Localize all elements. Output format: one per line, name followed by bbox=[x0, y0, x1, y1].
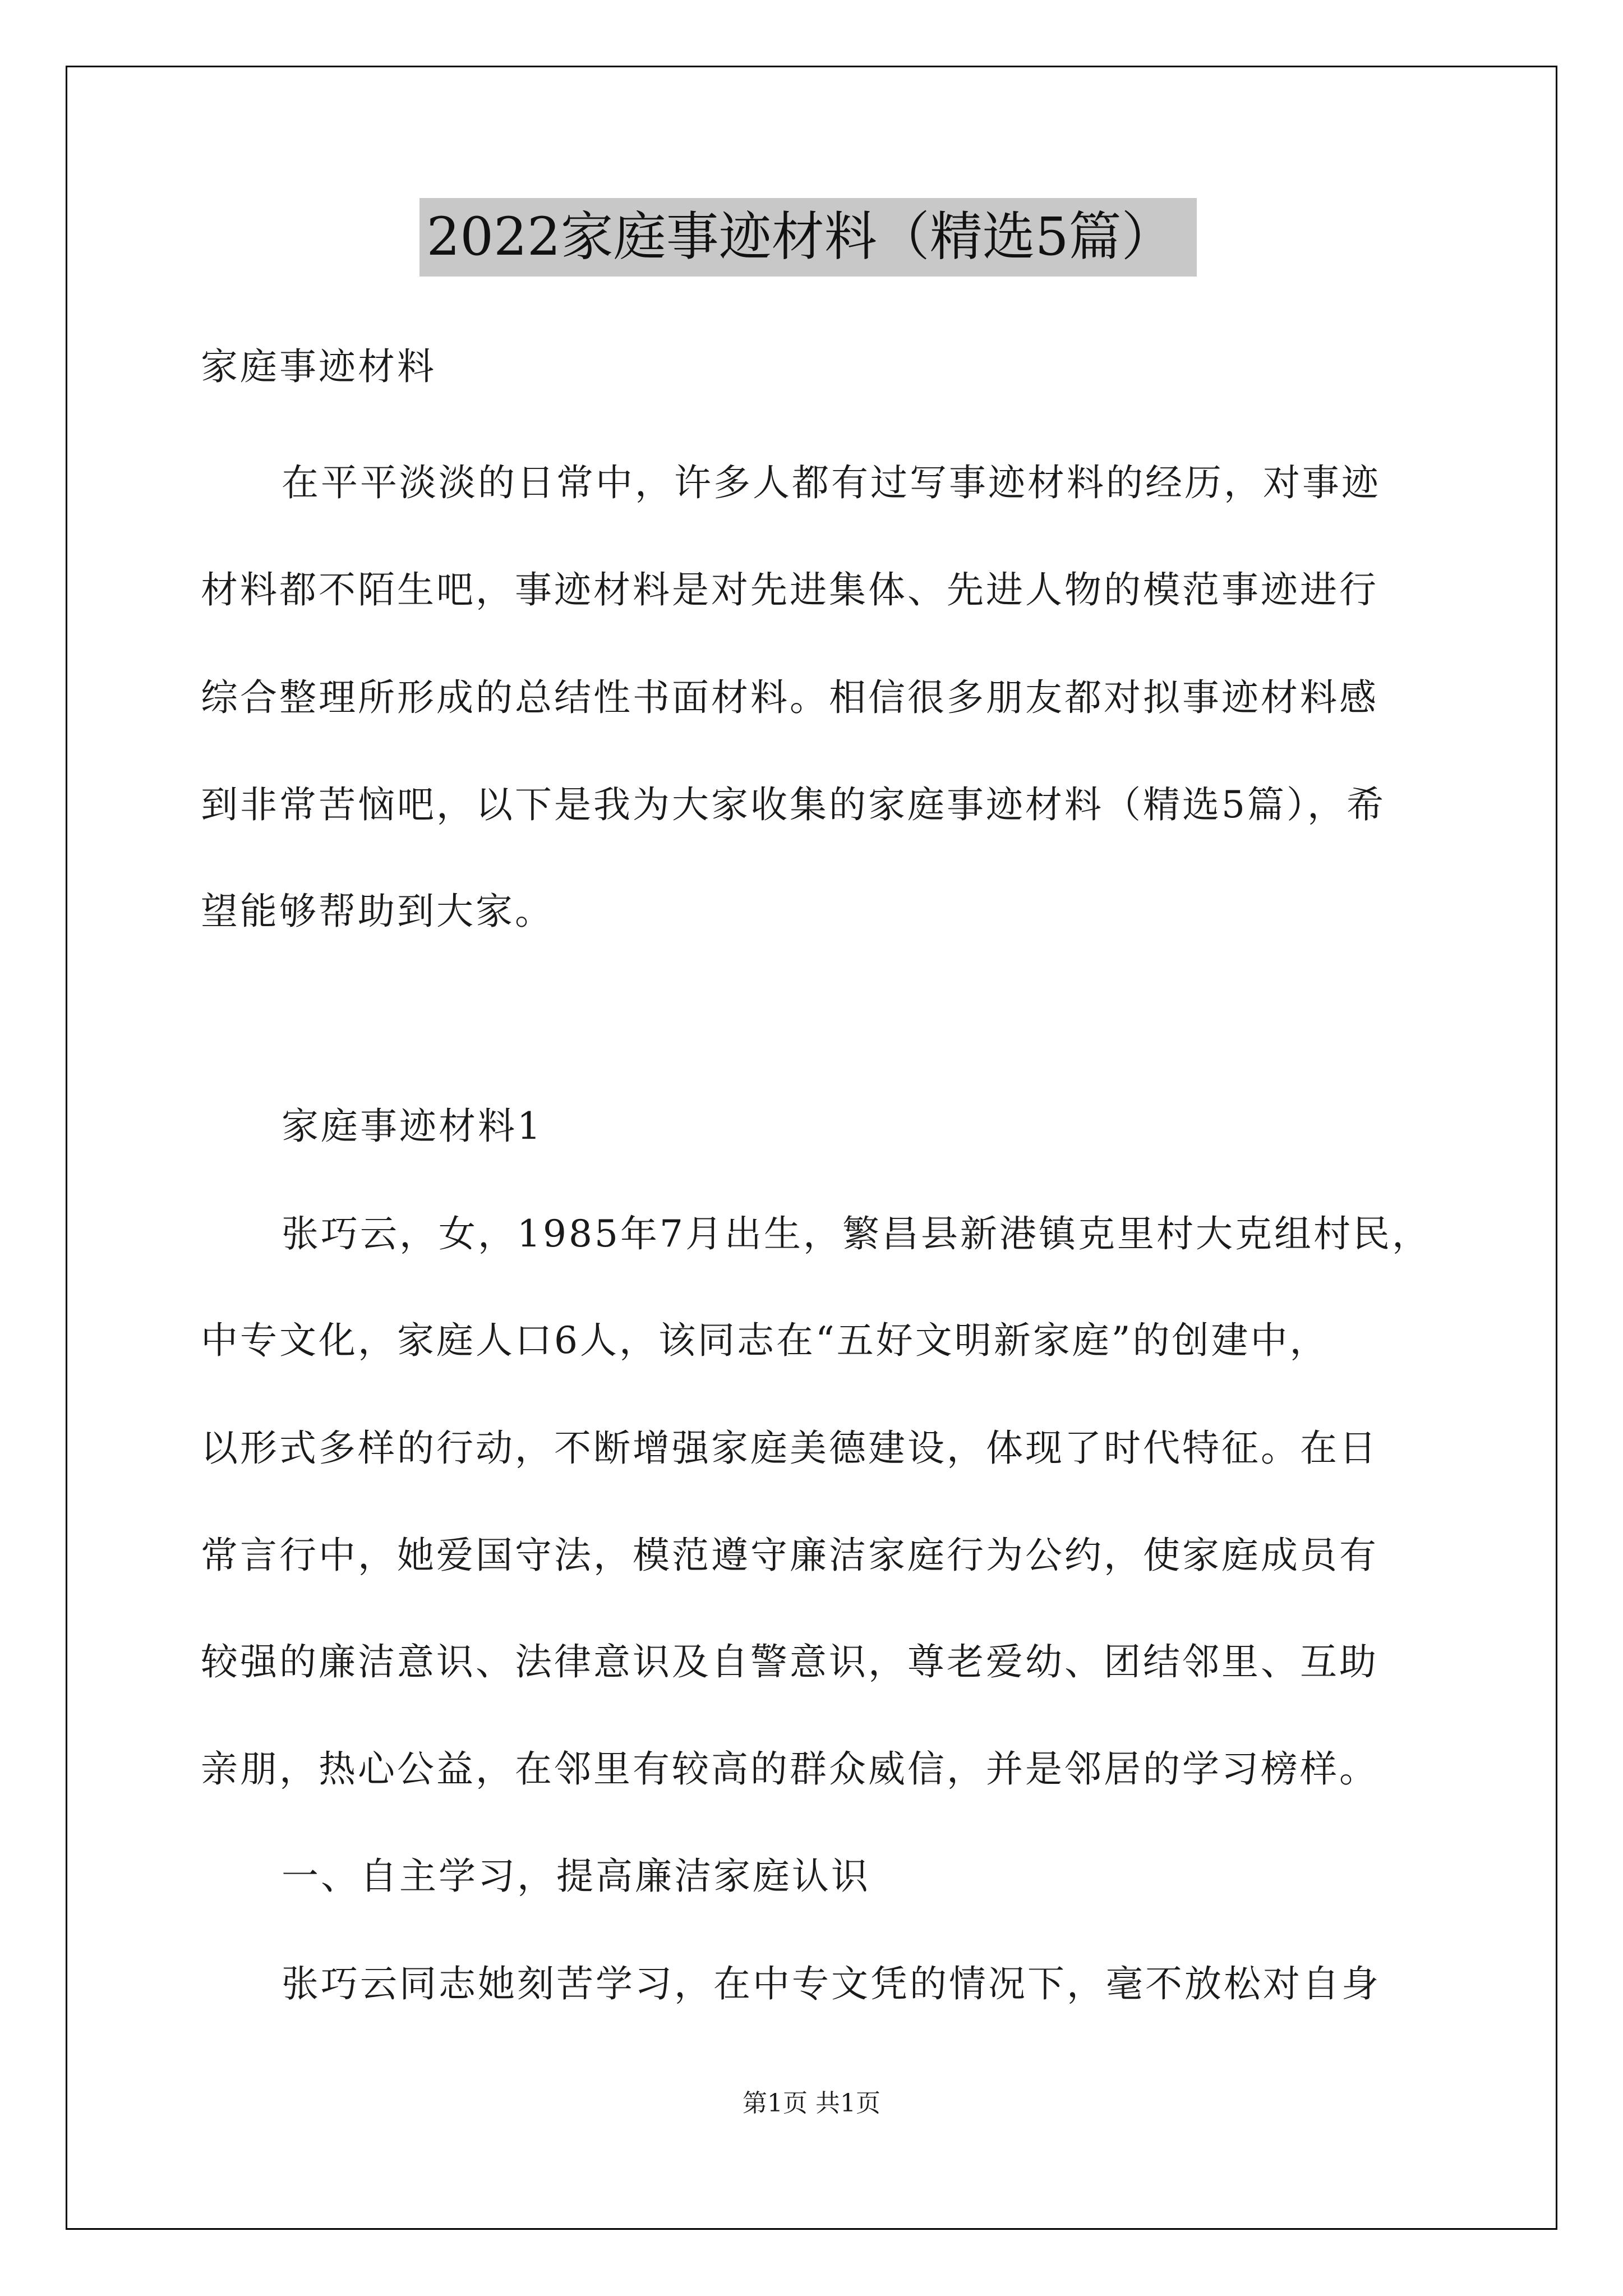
subsection-heading: 家庭事迹材料1 bbox=[282, 1105, 543, 1148]
paragraph-line: 综合整理所形成的总结性书面材料。相信很多朋友都对拟事迹材料感 bbox=[201, 676, 1378, 719]
paragraph-line: 常言行中，她爱国守法，模范遵守廉洁家庭行为公约，使家庭成员有 bbox=[201, 1534, 1378, 1577]
point-heading: 一、自主学习，提高廉洁家庭认识 bbox=[282, 1855, 870, 1898]
paragraph-line: 材料都不陌生吧，事迹材料是对先进集体、先进人物的模范事迹进行 bbox=[201, 568, 1378, 611]
title-container bbox=[0, 198, 1623, 277]
paragraph-line: 张巧云，女，1985年7月出生，繁昌县新港镇克里村大克组村民， bbox=[282, 1212, 1431, 1255]
paragraph-line: 望能够帮助到大家。 bbox=[201, 890, 554, 933]
paragraph-line: 到非常苦恼吧，以下是我为大家收集的家庭事迹材料（精选5篇），希 bbox=[201, 783, 1386, 826]
paragraph-line: 中专文化，家庭人口6人，该同志在“五好文明新家庭”的创建中， bbox=[201, 1319, 1329, 1362]
paragraph-line: 张巧云同志她刻苦学习，在中专文凭的情况下，毫不放松对自身 bbox=[282, 1962, 1381, 2005]
document-title: 2022家庭事迹材料（精选5篇） bbox=[419, 198, 1196, 277]
page-footer: 第1页 共1页 bbox=[743, 2089, 880, 2118]
paragraph-line: 以形式多样的行动，不断增强家庭美德建设，体现了时代特征。在日 bbox=[201, 1427, 1378, 1470]
paragraph-line: 较强的廉洁意识、法律意识及自警意识，尊老爱幼、团结邻里、互助 bbox=[201, 1640, 1378, 1683]
paragraph-line: 亲朋，热心公益，在邻里有较高的群众威信，并是邻居的学习榜样。 bbox=[201, 1747, 1378, 1791]
paragraph-line: 在平平淡淡的日常中，许多人都有过写事迹材料的经历，对事迹 bbox=[282, 461, 1381, 504]
section-heading: 家庭事迹材料 bbox=[201, 345, 436, 388]
